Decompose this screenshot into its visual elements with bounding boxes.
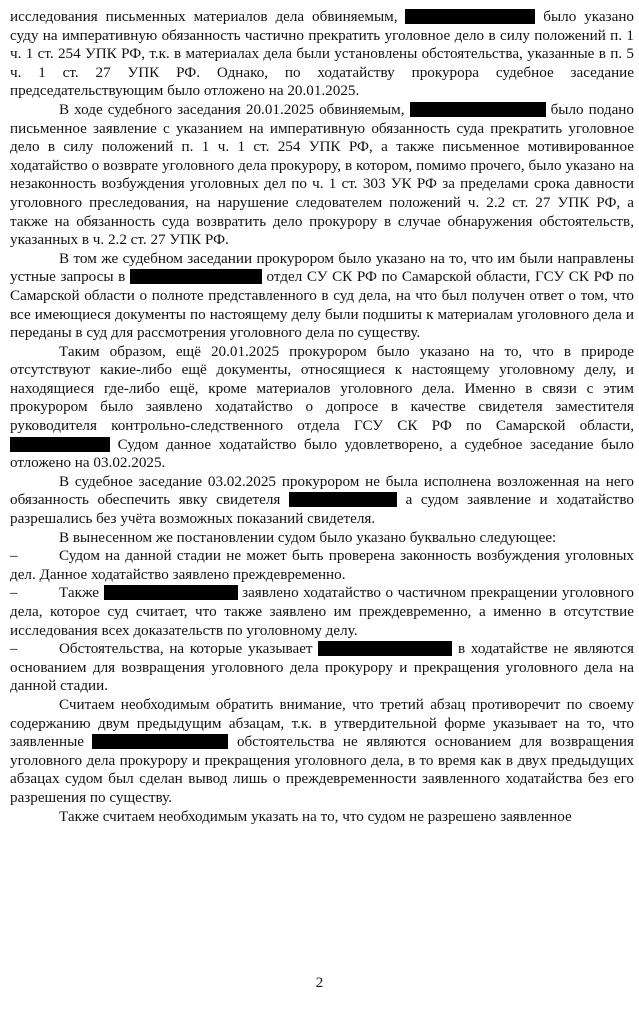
bullet-dash: –	[10, 640, 18, 658]
paragraph-5	[10, 473, 634, 529]
redaction-block	[289, 492, 397, 507]
bullet-dash: –	[10, 584, 18, 602]
bullet-3-text-start: Обстоятельства, на которые указывает	[59, 640, 313, 658]
paragraph-4-text-end: Судом данное ходатайство было удовлетворено, а судебное заседание было отложено на 03.02.2025.	[10, 435, 634, 472]
paragraph-7	[10, 696, 634, 808]
paragraph-7-text-end: обстоятельства не являются основанием для возвращения уголовного дела прокурору и прекращения уголовного дела, в то время как в двух предыдущих абзацах судом был сделан вывод лишь о преждевременности заявленного ходатайства без его разрешения по существу.	[10, 733, 634, 806]
redaction-block	[130, 269, 262, 284]
bullet-dash: –	[10, 547, 18, 565]
redaction-block	[92, 734, 228, 749]
page-number: 2	[315, 975, 324, 991]
paragraph-6-text: В вынесенном же постановлении судом было указано буквально следующее:	[59, 528, 557, 546]
paragraph-2-text-start: В ходе судебного заседания 20.01.2025 обвиняемым,	[59, 100, 405, 118]
document-page	[10, 8, 634, 826]
paragraph-3-text-start: В том же судебном заседании прокурором было указано на то, что им были направлены устные запросы в	[10, 249, 634, 286]
bullet-2-text-start: Также	[59, 584, 99, 602]
redaction-block	[410, 102, 546, 117]
paragraph-8	[10, 808, 634, 827]
paragraph-8-text: Также считаем необходимым указать на то, что судом не разрешено заявленное	[59, 807, 572, 825]
bullet-1-text: Судом на данной стадии не может быть проверена законность возбуждения уголовных дел. Данное ходатайство заявлено преждевременно.	[10, 547, 634, 583]
paragraph-2-text-end: было подано письменное заявление с указанием на императивную обязанность суда прекратить уголовное дело в силу положений п. 1 ч. 1 ст. 254 УПК РФ, а также письменное мотивированное ходатайство о возврате уголовного дела прокурору, в котором, помимо прочего, было указано на незаконность возбуждения уголовных дел по ч. 1 ст. 303 УК РФ за пределами срока давности уголовного преследования, на нарушение следователем положений ч. 2.2 ст. 27 УПК РФ, а также на обязанность суда возвратить дело прокурору в случае обнаружения обстоятельств, указанных в ч. 2.2 ст. 27 УПК РФ.	[10, 100, 634, 249]
paragraph-1-text-start: исследования письменных материалов дела обвиняемым,	[10, 8, 398, 25]
paragraph-3-text-end: отдел СУ СК РФ по Самарской области, ГСУ СК РФ по Самарской области о полноте представленного в суд дела, на что был получен ответ о том, что все имеющиеся документы по настоящему делу были подшиты к материалам уголовного дела и переданы в суд для рассмотрения уголовного дела по существу.	[10, 268, 634, 342]
paragraph-5-text-start: В судебное заседание 03.02.2025 прокурором не была исполнена возложенная на него обязанность обеспечить явку свидетеля	[10, 472, 634, 509]
paragraph-6	[10, 529, 634, 548]
paragraph-7-text-start: Считаем необходимым обратить внимание, что третий абзац противоречит по своему содержанию двум предыдущим абзацам, т.к. в утвердительной форме указывает на то, что заявленные	[10, 695, 634, 751]
bullet-2-text-end: заявлено ходатайство о частичном прекращении уголовного дела, которое суд считает, что также заявлено им преждевременно, а именно в отсутствие исследования всех доказательств по уголовному делу.	[10, 584, 634, 639]
paragraph-4-text-start: Таким образом, ещё 20.01.2025 прокурором было указано на то, что в природе отсутствуют какие-либо ещё документы, относящиеся к настоящему уголовному делу, и находящиеся где-либо ещё, кроме материалов уголовного дела. Именно в связи с этим прокурором было заявлено ходатайство о допросе в качестве свидетеля заместителя руководителя контрольно-следственного отдела ГСУ СК РФ по Самарской области,	[10, 342, 634, 435]
paragraph-2	[10, 101, 634, 250]
redaction-block	[318, 641, 452, 656]
paragraph-1-text-end: было указано суду на императивную обязанность частично прекратить уголовное дело в силу положений п. 1 ч. 1 ст. 254 УПК РФ, т.к. в материалах дела были установлены обстоятельства, указанные в п. 5 ч. 1 ст. 27 УПК РФ. Однако, по ходатайству прокурора судебное заседание председательствующим было отложено на 20.01.2025.	[10, 8, 634, 100]
redaction-block	[10, 437, 110, 452]
bullet-item-2	[10, 584, 634, 640]
paragraph-1	[10, 8, 634, 101]
paragraph-4	[10, 343, 634, 473]
redaction-block	[405, 9, 535, 24]
paragraph-5-text-end: а судом заявление и ходатайство разрешались без учёта возможных показаний свидетеля.	[10, 491, 634, 528]
bullet-3-text-end: в ходатайстве не являются основанием для возвращения уголовного дела прокурору и прекращения уголовного дела на данной стадии.	[10, 640, 634, 695]
bullet-item-3	[10, 640, 634, 696]
bullet-item-1	[10, 547, 634, 584]
paragraph-3	[10, 250, 634, 343]
redaction-block	[104, 585, 238, 600]
